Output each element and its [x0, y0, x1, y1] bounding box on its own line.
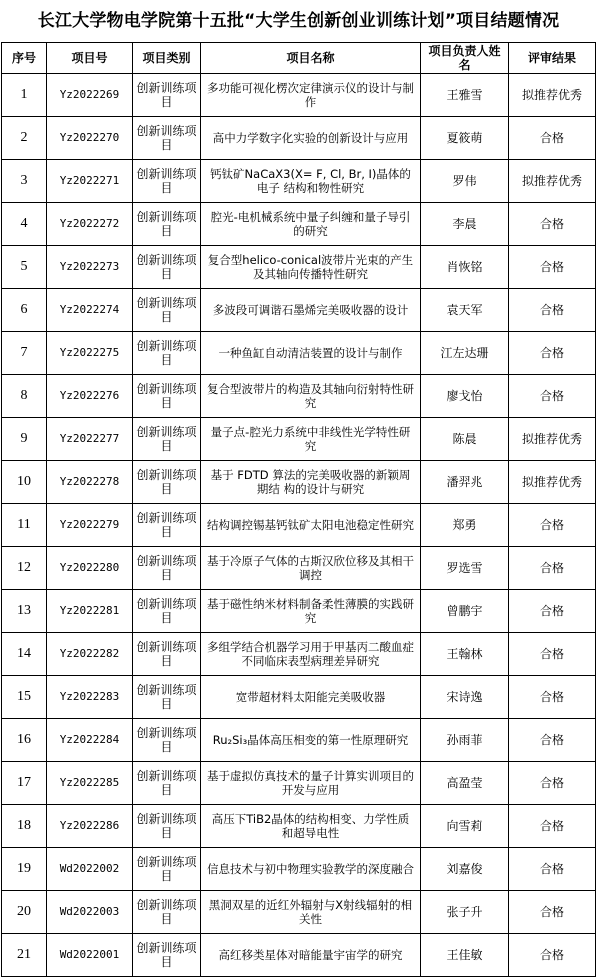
project-code: Yz2022275: [47, 332, 133, 375]
leader-name: 郑勇: [421, 504, 509, 547]
project-type: 创新训练项目: [133, 418, 201, 461]
project-name: 腔光-电机械系统中量子纠缠和量子导引的研究: [201, 203, 421, 246]
leader-name: 孙雨菲: [421, 719, 509, 762]
header-review-result: 评审结果: [509, 43, 596, 74]
leader-name: 刘嘉俊: [421, 848, 509, 891]
table-row: [2, 934, 596, 977]
review-result: 合格: [509, 289, 596, 332]
row-index: 12: [2, 547, 47, 590]
table-row: [2, 203, 596, 246]
project-name: 多组学结合机器学习用于甲基丙二酸血症不同临床表型病理差异研究: [201, 633, 421, 676]
leader-name: 江左达珊: [421, 332, 509, 375]
row-index: 1: [2, 74, 47, 117]
header-leader-name: 项目负责人姓名: [421, 43, 509, 74]
project-name: 基于 FDTD 算法的完美吸收器的新颖周期结 构的设计与研究: [201, 461, 421, 504]
project-name: 钙钛矿NaCaX3(X= F, Cl, Br, I)晶体的电子 结构和物性研究: [201, 160, 421, 203]
table-row: [2, 504, 596, 547]
leader-name: 罗选雪: [421, 547, 509, 590]
review-result: 合格: [509, 246, 596, 289]
project-type: 创新训练项目: [133, 504, 201, 547]
table-row: [2, 332, 596, 375]
project-code: Yz2022272: [47, 203, 133, 246]
table-header-row: [2, 43, 596, 74]
review-result: 合格: [509, 504, 596, 547]
leader-name: 罗伟: [421, 160, 509, 203]
table-row: [2, 633, 596, 676]
project-name: 基于冷原子气体的古斯汉欣位移及其相干调控: [201, 547, 421, 590]
row-index: 13: [2, 590, 47, 633]
leader-name: 王佳敏: [421, 934, 509, 977]
project-name: 高红移类星体对暗能量宇宙学的研究: [201, 934, 421, 977]
row-index: 3: [2, 160, 47, 203]
leader-name: 向雪莉: [421, 805, 509, 848]
review-result: 合格: [509, 375, 596, 418]
review-result: 拟推荐优秀: [509, 418, 596, 461]
leader-name: 夏筱萌: [421, 117, 509, 160]
table-row: [2, 160, 596, 203]
project-code: Yz2022273: [47, 246, 133, 289]
project-code: Yz2022285: [47, 762, 133, 805]
project-type: 创新训练项目: [133, 805, 201, 848]
review-result: 合格: [509, 117, 596, 160]
review-result: 合格: [509, 805, 596, 848]
table-row: [2, 117, 596, 160]
review-result: 合格: [509, 891, 596, 934]
table-row: [2, 805, 596, 848]
project-type: 创新训练项目: [133, 375, 201, 418]
project-code: Yz2022277: [47, 418, 133, 461]
review-result: 拟推荐优秀: [509, 74, 596, 117]
review-result: 拟推荐优秀: [509, 461, 596, 504]
project-type: 创新训练项目: [133, 289, 201, 332]
table-row: [2, 289, 596, 332]
row-index: 6: [2, 289, 47, 332]
table-row: [2, 246, 596, 289]
table-row: [2, 762, 596, 805]
project-name: 多功能可视化楞次定律演示仪的设计与制作: [201, 74, 421, 117]
project-name: 基于虚拟仿真技术的量子计算实训项目的开发与应用: [201, 762, 421, 805]
leader-name: 曾鹏宇: [421, 590, 509, 633]
leader-name: 陈晨: [421, 418, 509, 461]
project-type: 创新训练项目: [133, 332, 201, 375]
project-code: Yz2022278: [47, 461, 133, 504]
leader-name: 王雅雪: [421, 74, 509, 117]
project-name: 复合型helico-conical波带片光束的产生及其轴向传播特性研究: [201, 246, 421, 289]
row-index: 21: [2, 934, 47, 977]
project-type: 创新训练项目: [133, 633, 201, 676]
table-row: [2, 461, 596, 504]
table-row: [2, 590, 596, 633]
table-row: [2, 848, 596, 891]
leader-name: 袁天军: [421, 289, 509, 332]
project-name: 高中力学数字化实验的创新设计与应用: [201, 117, 421, 160]
row-index: 15: [2, 676, 47, 719]
project-type: 创新训练项目: [133, 74, 201, 117]
row-index: 8: [2, 375, 47, 418]
header-project-type: 项目类别: [133, 43, 201, 74]
leader-name: 潘羿兆: [421, 461, 509, 504]
project-code: Yz2022280: [47, 547, 133, 590]
header-project-code: 项目号: [47, 43, 133, 74]
project-type: 创新训练项目: [133, 461, 201, 504]
project-name: 基于磁性纳米材料制备柔性薄膜的实践研究: [201, 590, 421, 633]
table-row: [2, 547, 596, 590]
leader-name: 高盈莹: [421, 762, 509, 805]
project-type: 创新训练项目: [133, 934, 201, 977]
project-code: Yz2022282: [47, 633, 133, 676]
project-type: 创新训练项目: [133, 590, 201, 633]
leader-name: 李晨: [421, 203, 509, 246]
project-name: 黑洞双星的近红外辐射与X射线辐射的相关性: [201, 891, 421, 934]
review-result: 合格: [509, 590, 596, 633]
project-name: 高压下TiB2晶体的结构相变、力学性质和超导电性: [201, 805, 421, 848]
row-index: 4: [2, 203, 47, 246]
page-title: 长江大学物电学院第十五批“大学生创新创业训练计划”项目结题情况: [37, 11, 560, 31]
review-result: 合格: [509, 203, 596, 246]
header-index: 序号: [2, 43, 47, 74]
project-type: 创新训练项目: [133, 117, 201, 160]
leader-name: 廖戈怡: [421, 375, 509, 418]
project-name: 复合型波带片的构造及其轴向衍射特性研究: [201, 375, 421, 418]
table-row: [2, 719, 596, 762]
project-type: 创新训练项目: [133, 160, 201, 203]
project-code: Yz2022279: [47, 504, 133, 547]
table-row: [2, 891, 596, 934]
row-index: 11: [2, 504, 47, 547]
project-code: Yz2022271: [47, 160, 133, 203]
row-index: 9: [2, 418, 47, 461]
results-table: [1, 42, 596, 977]
row-index: 17: [2, 762, 47, 805]
row-index: 5: [2, 246, 47, 289]
leader-name: 宋诗逸: [421, 676, 509, 719]
project-name: 量子点-腔光力系统中非线性光学特性研究: [201, 418, 421, 461]
table-row: [2, 418, 596, 461]
project-type: 创新训练项目: [133, 848, 201, 891]
table-row: [2, 74, 596, 117]
leader-name: 肖恢铭: [421, 246, 509, 289]
project-code: Yz2022284: [47, 719, 133, 762]
review-result: 拟推荐优秀: [509, 160, 596, 203]
review-result: 合格: [509, 934, 596, 977]
project-code: Yz2022269: [47, 74, 133, 117]
row-index: 20: [2, 891, 47, 934]
project-type: 创新训练项目: [133, 676, 201, 719]
row-index: 7: [2, 332, 47, 375]
project-name: 信息技术与初中物理实验教学的深度融合: [201, 848, 421, 891]
review-result: 合格: [509, 633, 596, 676]
row-index: 14: [2, 633, 47, 676]
leader-name: 张子升: [421, 891, 509, 934]
header-project-name: 项目名称: [201, 43, 421, 74]
table-row: [2, 676, 596, 719]
table-row: [2, 375, 596, 418]
review-result: 合格: [509, 547, 596, 590]
project-name: 宽带超材料太阳能完美吸收器: [201, 676, 421, 719]
project-code: Yz2022286: [47, 805, 133, 848]
review-result: 合格: [509, 676, 596, 719]
project-type: 创新训练项目: [133, 719, 201, 762]
project-code: Wd2022001: [47, 934, 133, 977]
project-code: Yz2022281: [47, 590, 133, 633]
project-name: 多波段可调谐石墨烯完美吸收器的设计: [201, 289, 421, 332]
project-code: Wd2022002: [47, 848, 133, 891]
row-index: 16: [2, 719, 47, 762]
project-type: 创新训练项目: [133, 203, 201, 246]
project-code: Yz2022276: [47, 375, 133, 418]
review-result: 合格: [509, 848, 596, 891]
project-type: 创新训练项目: [133, 762, 201, 805]
row-index: 2: [2, 117, 47, 160]
project-type: 创新训练项目: [133, 246, 201, 289]
project-code: Yz2022270: [47, 117, 133, 160]
project-name: 一种鱼缸自动清洁装置的设计与制作: [201, 332, 421, 375]
table-body: [2, 74, 596, 977]
project-code: Yz2022283: [47, 676, 133, 719]
leader-name: 王翰林: [421, 633, 509, 676]
review-result: 合格: [509, 332, 596, 375]
project-code: Yz2022274: [47, 289, 133, 332]
row-index: 18: [2, 805, 47, 848]
project-type: 创新训练项目: [133, 891, 201, 934]
review-result: 合格: [509, 762, 596, 805]
row-index: 19: [2, 848, 47, 891]
project-name: 结构调控锡基钙钛矿太阳电池稳定性研究: [201, 504, 421, 547]
project-code: Wd2022003: [47, 891, 133, 934]
project-name: Ru₂Si₃晶体高压相变的第一性原理研究: [201, 719, 421, 762]
row-index: 10: [2, 461, 47, 504]
project-type: 创新训练项目: [133, 547, 201, 590]
review-result: 合格: [509, 719, 596, 762]
